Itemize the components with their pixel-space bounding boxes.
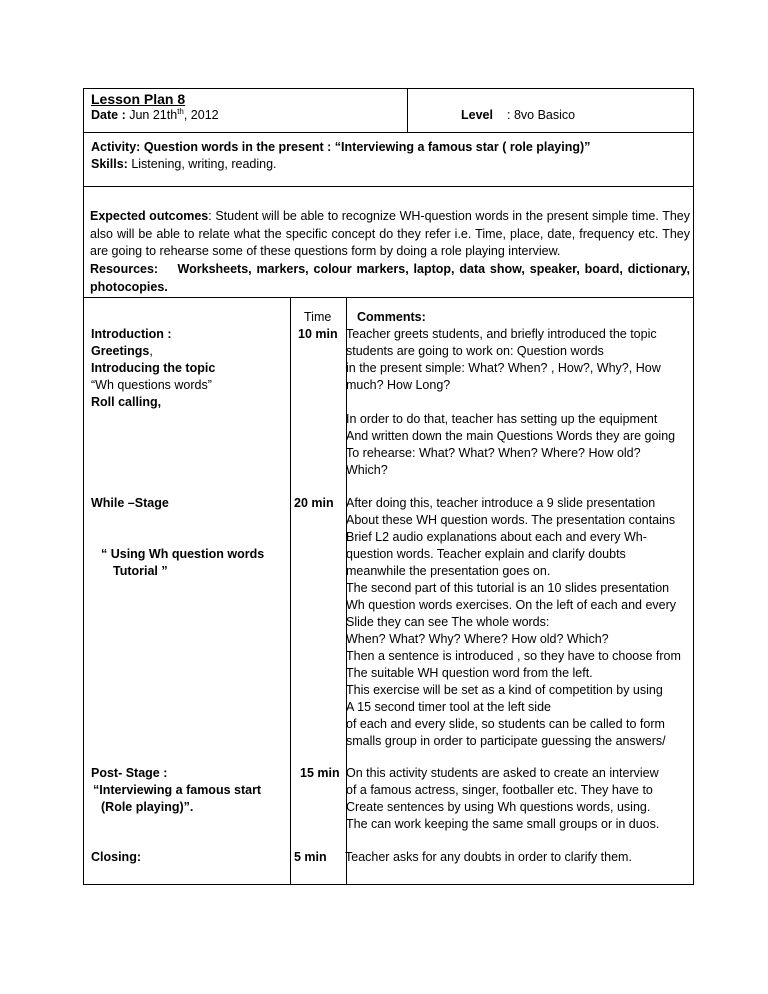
row-divider-outcomes	[83, 297, 694, 298]
comment-line: much? How Long?	[346, 378, 451, 392]
comment-line: The can work keeping the same small groups or in duos.	[346, 817, 660, 831]
comment-line: After doing this, teacher introduce a 9 slide presentation	[346, 496, 656, 510]
activity-line	[91, 139, 590, 156]
closing-time: 5 min	[294, 850, 327, 864]
while-stage-comments	[346, 495, 681, 750]
post-stage-subtitle-1: “Interviewing a famous start	[93, 783, 262, 797]
comment-line: And written down the main Questions Words they are going	[346, 429, 676, 443]
row-divider-activity	[83, 186, 694, 187]
intro-item-topic: Introducing the topic	[91, 361, 216, 375]
date-superscript: th	[177, 106, 184, 116]
col-divider-header	[407, 88, 408, 132]
introduction-title: Introduction :	[91, 327, 172, 341]
skills-text: Listening, writing, reading.	[131, 157, 277, 171]
while-stage-subtitle-2: Tutorial ”	[113, 564, 168, 578]
closing-title: Closing:	[91, 850, 141, 864]
comment-line: The suitable WH question word from the left.	[346, 666, 593, 680]
post-stage-subtitle-2: (Role playing)”.	[101, 800, 194, 814]
introduction-comments	[346, 326, 675, 479]
level-label: Level	[461, 108, 493, 122]
comment-line: Wh question words exercises. On the left of each and every	[346, 598, 677, 612]
resources-label: Resources:	[90, 262, 159, 276]
lesson-title: Lesson Plan 8	[91, 91, 186, 107]
comment-line: meanwhile the presentation goes on.	[346, 564, 551, 578]
comment-line: To rehearse: What? What? When? Where? How old?	[346, 446, 641, 460]
activity-text: Question words in the present : “Interviewing a famous star ( role playing)”	[143, 140, 591, 154]
activity-label: Activity:	[91, 140, 141, 154]
resources	[90, 261, 690, 296]
col-divider-time	[290, 297, 291, 885]
comment-line: A 15 second timer tool at the left side	[346, 700, 551, 714]
comment-line	[346, 394, 675, 411]
comment-line: Which?	[346, 463, 388, 477]
skills-line	[91, 156, 277, 173]
comment-line: Then a sentence is introduced , so they have to choose from	[346, 649, 681, 663]
date-label: Date :	[91, 108, 126, 122]
date-year: , 2012	[183, 108, 219, 122]
comment-line: Slide they can see The whole words:	[346, 615, 550, 629]
comments-header: Comments:	[357, 310, 426, 324]
post-stage-title: Post- Stage :	[91, 766, 168, 780]
intro-item-greetings: Greetings,	[91, 344, 153, 358]
comment-line: In order to do that, teacher has setting up the equipment	[346, 412, 658, 426]
time-header: Time	[304, 310, 332, 324]
row-divider-header	[83, 132, 694, 133]
level-value: : 8vo Basico	[507, 108, 576, 122]
comment-line: question words. Teacher explain and clarify doubts	[346, 547, 626, 561]
comment-line: in the present simple: What? When? , How?, Why?, How	[346, 361, 661, 375]
comment-line: students are going to work on: Question words	[346, 344, 604, 358]
date-value: Jun 21th	[129, 108, 178, 122]
while-stage-time: 20 min	[294, 496, 334, 510]
skills-label: Skills:	[91, 157, 128, 171]
comment-line: of each and every slide, so students can be called to form	[346, 717, 665, 731]
while-stage-subtitle-1: “ Using Wh question words	[101, 547, 265, 561]
post-stage-comments	[346, 765, 659, 833]
comment-line: Brief L2 audio explanations about each and every Wh-	[346, 530, 647, 544]
outcomes-text: : Student will be able to recognize WH-question words in the present simple time. They also will be able to relate what the specific concept do they refer i.e. Time, place, date, frequency etc. They are going to rehearse some of these questions form by doing a role playing interview.	[90, 209, 690, 258]
intro-item-wh: “Wh questions words”	[91, 378, 212, 392]
closing-comment: Teacher asks for any doubts in order to clarify them.	[345, 850, 632, 864]
comment-line: of a famous actress, singer, footballer etc. They have to	[346, 783, 653, 797]
intro-item-roll: Roll calling,	[91, 395, 162, 409]
comment-line: This exercise will be set as a kind of competition by using	[346, 683, 663, 697]
while-stage-title: While –Stage	[91, 496, 169, 510]
outcomes-label: Expected outcomes	[90, 209, 209, 223]
comment-line: On this activity students are asked to create an interview	[346, 766, 659, 780]
comment-line: Teacher greets students, and briefly introduced the topic	[346, 327, 657, 341]
date-line	[91, 107, 219, 124]
comment-line: About these WH question words. The presentation contains	[346, 513, 676, 527]
resources-text: Worksheets, markers, colour markers, laptop, data show, speaker, board, dictionary, photocopies.	[90, 262, 690, 294]
comment-line: The second part of this tutorial is an 10 slides presentation	[346, 581, 670, 595]
comment-line: When? What? Why? Where? How old? Which?	[346, 632, 609, 646]
introduction-time: 10 min	[298, 327, 338, 341]
comment-line: smalls group in order to participate guessing the answers/	[346, 734, 666, 748]
comment-line: Create sentences by using Wh questions words, using.	[346, 800, 651, 814]
expected-outcomes	[90, 208, 690, 261]
post-stage-time: 15 min	[300, 766, 340, 780]
